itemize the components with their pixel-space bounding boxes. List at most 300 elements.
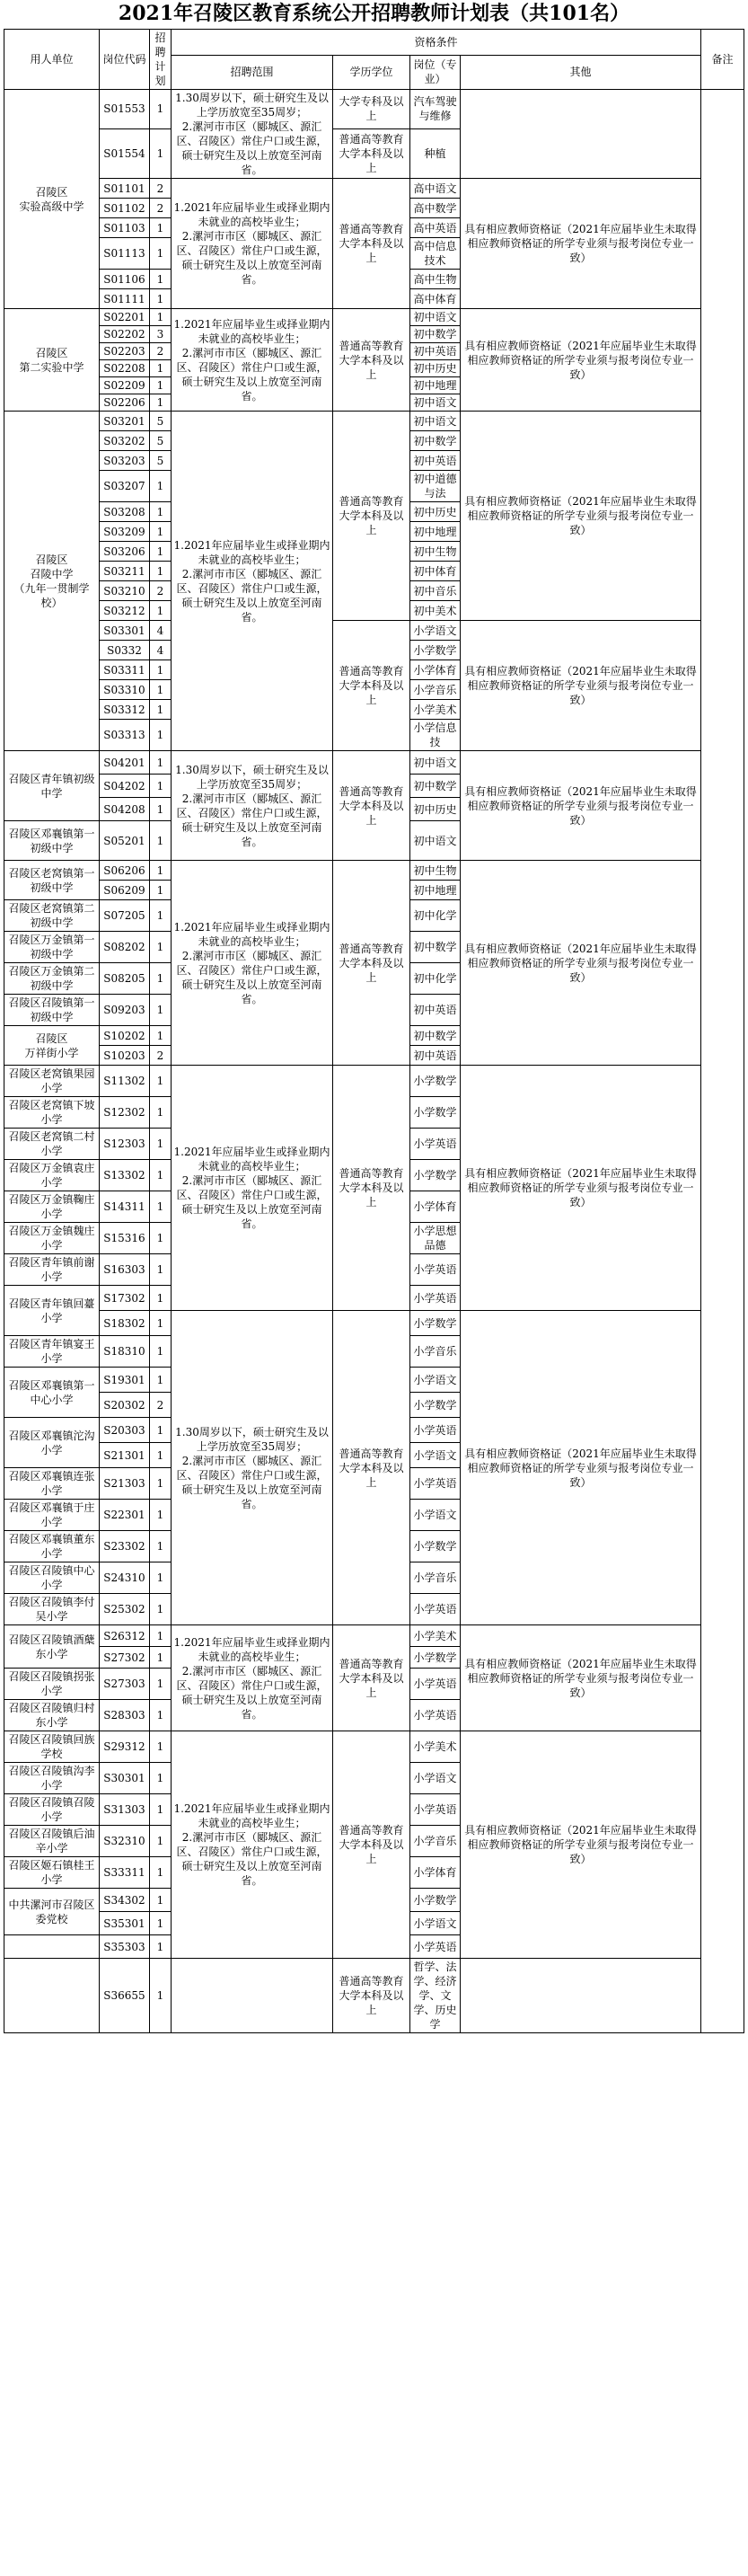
header-row	[4, 30, 744, 56]
count-cell: 1	[150, 1826, 172, 1857]
major-cell: 初中数学	[410, 326, 461, 343]
major-cell: 小学英语	[410, 1129, 461, 1160]
count-cell: 1	[150, 128, 172, 178]
count-cell: 2	[150, 179, 172, 199]
code-cell: S26312	[100, 1625, 150, 1647]
major-cell: 小学数学	[410, 1311, 461, 1336]
major-cell: 初中英语	[410, 995, 461, 1026]
count-cell: 1	[150, 238, 172, 270]
count-cell: 1	[150, 798, 172, 821]
table-row	[4, 1625, 744, 1647]
education-cell: 普通高等教育大学本科及以上	[333, 621, 410, 751]
code-cell: S20303	[100, 1418, 150, 1443]
header-education: 学历学位	[333, 55, 410, 89]
count-cell: 1	[150, 309, 172, 326]
unit-cell: 召陵区青年镇前谢小学	[4, 1254, 100, 1286]
code-cell: S03203	[100, 451, 150, 471]
table-row	[4, 1066, 744, 1097]
count-cell: 1	[150, 1594, 172, 1625]
code-cell: S03201	[100, 412, 150, 431]
count-cell: 1	[150, 502, 172, 522]
count-cell: 1	[150, 1857, 172, 1889]
table-row	[4, 412, 744, 431]
major-cell: 小学英语	[410, 1700, 461, 1731]
code-cell: S01102	[100, 199, 150, 218]
major-cell: 初中历史	[410, 798, 461, 821]
education-cell: 大学专科及以上	[333, 90, 410, 129]
unit-cell	[4, 1959, 100, 2033]
major-cell: 高中英语	[410, 218, 461, 238]
major-cell: 小学音乐	[410, 1336, 461, 1368]
count-cell: 1	[150, 1066, 172, 1097]
scope-cell: 1.2021年应届毕业生或择业期内未就业的高校毕业生； 2.漯河市市区（郾城区、源汇区、召陵区）常住户口或生源，硕士研究生及以上放宽至河南省。	[172, 1066, 333, 1311]
code-cell: S02203	[100, 343, 150, 360]
unit-cell: 召陵区召陵镇李付吴小学	[4, 1594, 100, 1625]
education-cell: 普通高等教育大学本科及以上	[333, 1311, 410, 1625]
code-cell: S03208	[100, 502, 150, 522]
code-cell: S01101	[100, 179, 150, 199]
unit-cell: 召陵区万金镇袁庄小学	[4, 1160, 100, 1191]
scope-cell: 1.2021年应届毕业生或择业期内未就业的高校毕业生； 2.漯河市市区（郾城区、源汇区、召陵区）常住户口或生源，硕士研究生及以上放宽至河南省。	[172, 179, 333, 309]
table-row	[4, 1959, 744, 2033]
major-cell: 初中数学	[410, 431, 461, 451]
unit-cell: 召陵区召陵镇酒蘖东小学	[4, 1625, 100, 1669]
code-cell: S02202	[100, 326, 150, 343]
count-cell: 1	[150, 542, 172, 562]
unit-cell: 召陵区召陵镇后油辛小学	[4, 1826, 100, 1857]
code-cell: S02209	[100, 377, 150, 394]
header-remark: 备注	[701, 30, 744, 90]
major-cell: 小学语文	[410, 1912, 461, 1935]
major-cell: 小学数学	[410, 1889, 461, 1912]
major-cell: 汽车驾驶与维修	[410, 90, 461, 129]
code-cell: S03301	[100, 621, 150, 641]
unit-cell: 召陵区召陵镇中心小学	[4, 1562, 100, 1594]
unit-cell: 召陵区邓襄镇董东小学	[4, 1531, 100, 1562]
scope-cell	[172, 1959, 333, 2033]
code-cell: S01111	[100, 289, 150, 309]
count-cell: 1	[150, 963, 172, 995]
other-cell	[461, 90, 701, 179]
unit-cell: 召陵区 万祥街小学	[4, 1026, 100, 1066]
count-cell: 1	[150, 700, 172, 720]
code-cell: S12302	[100, 1097, 150, 1129]
count-cell: 1	[150, 1700, 172, 1731]
major-cell: 小学数学	[410, 1097, 461, 1129]
code-cell: S08202	[100, 932, 150, 963]
count-cell: 1	[150, 1669, 172, 1700]
code-cell: S34302	[100, 1889, 150, 1912]
count-cell: 1	[150, 1129, 172, 1160]
count-cell: 1	[150, 900, 172, 932]
count-cell: 5	[150, 451, 172, 471]
code-cell: S25302	[100, 1594, 150, 1625]
scope-cell: 1.30周岁以下，硕士研究生及以上学历放宽至35周岁； 2.漯河市市区（郾城区、源汇区、召陵区）常住户口或生源，硕士研究生及以上放宽至河南省。	[172, 90, 333, 179]
code-cell: S15316	[100, 1223, 150, 1254]
major-cell: 初中体育	[410, 562, 461, 581]
other-cell: 具有相应教师资格证（2021年应届毕业生未取得相应教师资格证的所学专业须与报考岗位专业一致）	[461, 309, 701, 412]
count-cell: 3	[150, 326, 172, 343]
other-cell: 具有相应教师资格证（2021年应届毕业生未取得相应教师资格证的所学专业须与报考岗位专业一致）	[461, 1731, 701, 1959]
major-cell: 初中英语	[410, 451, 461, 471]
unit-cell: 召陵区召陵镇第一初级中学	[4, 995, 100, 1026]
unit-cell: 中共漯河市召陵区委党校	[4, 1889, 100, 1935]
unit-cell	[4, 1935, 100, 1959]
code-cell: S03310	[100, 680, 150, 700]
major-cell: 小学英语	[410, 1935, 461, 1959]
major-cell: 初中生物	[410, 861, 461, 881]
count-cell: 1	[150, 1311, 172, 1336]
other-cell: 具有相应教师资格证（2021年应届毕业生未取得相应教师资格证的所学专业须与报考岗位专业一致）	[461, 1311, 701, 1625]
major-cell: 初中音乐	[410, 581, 461, 601]
unit-cell: 召陵区邓襄镇第一初级中学	[4, 821, 100, 861]
major-cell: 初中道德与法	[410, 471, 461, 502]
count-cell: 1	[150, 1097, 172, 1129]
count-cell: 1	[150, 1468, 172, 1500]
unit-cell: 召陵区老窝镇第二初级中学	[4, 900, 100, 932]
table-body	[4, 30, 744, 2033]
major-cell: 小学语文	[410, 621, 461, 641]
code-cell: S01554	[100, 128, 150, 178]
code-cell: S33311	[100, 1857, 150, 1889]
count-cell: 1	[150, 360, 172, 377]
code-cell: S06209	[100, 881, 150, 900]
code-cell: S36655	[100, 1959, 150, 2033]
unit-cell: 召陵区召陵镇召陵小学	[4, 1794, 100, 1826]
unit-cell: 召陵区老窝镇第一初级中学	[4, 861, 100, 900]
education-cell: 普通高等教育大学本科及以上	[333, 128, 410, 178]
table-row	[4, 1311, 744, 1336]
code-cell: S20302	[100, 1393, 150, 1418]
major-cell: 小学英语	[410, 1418, 461, 1443]
count-cell: 1	[150, 1959, 172, 2033]
count-cell: 1	[150, 1500, 172, 1531]
count-cell: 1	[150, 522, 172, 542]
code-cell: S04202	[100, 775, 150, 798]
header-count: 招聘计划	[150, 30, 172, 90]
count-cell: 1	[150, 1191, 172, 1223]
education-cell: 普通高等教育大学本科及以上	[333, 1625, 410, 1731]
major-cell: 初中数学	[410, 1026, 461, 1046]
major-cell: 小学音乐	[410, 680, 461, 700]
code-cell: S01553	[100, 90, 150, 129]
count-cell: 1	[150, 270, 172, 289]
unit-cell: 召陵区邓襄镇沱沟小学	[4, 1418, 100, 1468]
count-cell: 1	[150, 1418, 172, 1443]
major-cell: 小学体育	[410, 1191, 461, 1223]
code-cell: S01113	[100, 238, 150, 270]
count-cell: 1	[150, 995, 172, 1026]
remark-cell	[701, 90, 744, 2033]
count-cell: 1	[150, 562, 172, 581]
major-cell: 小学美术	[410, 1731, 461, 1763]
code-cell: S19301	[100, 1368, 150, 1393]
major-cell: 小学语文	[410, 1500, 461, 1531]
unit-cell: 召陵区老窝镇果园小学	[4, 1066, 100, 1097]
code-cell: S02201	[100, 309, 150, 326]
other-cell	[461, 1959, 701, 2033]
major-cell: 小学美术	[410, 1625, 461, 1647]
unit-cell: 召陵区万金镇第一初级中学	[4, 932, 100, 963]
major-cell: 初中化学	[410, 900, 461, 932]
unit-cell: 召陵区召陵镇归村东小学	[4, 1700, 100, 1731]
code-cell: S27303	[100, 1669, 150, 1700]
unit-cell: 召陵区姬石镇桂王小学	[4, 1857, 100, 1889]
major-cell: 小学语文	[410, 1443, 461, 1468]
count-cell: 1	[150, 289, 172, 309]
count-cell: 1	[150, 1625, 172, 1647]
education-cell: 普通高等教育大学本科及以上	[333, 1959, 410, 2033]
count-cell: 5	[150, 412, 172, 431]
code-cell: S04201	[100, 751, 150, 775]
count-cell: 1	[150, 601, 172, 621]
unit-cell: 召陵区老窝镇二村小学	[4, 1129, 100, 1160]
major-cell: 小学思想品德	[410, 1223, 461, 1254]
recruitment-table	[4, 29, 744, 2033]
code-cell: S12303	[100, 1129, 150, 1160]
count-cell: 1	[150, 1254, 172, 1286]
count-cell: 1	[150, 394, 172, 412]
code-cell: S21301	[100, 1443, 150, 1468]
education-cell: 普通高等教育大学本科及以上	[333, 1066, 410, 1311]
count-cell: 2	[150, 581, 172, 601]
major-cell: 初中语文	[410, 394, 461, 412]
other-cell: 具有相应教师资格证（2021年应届毕业生未取得相应教师资格证的所学专业须与报考岗位专业一致）	[461, 179, 701, 309]
header-scope: 招聘范围	[172, 55, 333, 89]
count-cell: 1	[150, 932, 172, 963]
count-cell: 1	[150, 720, 172, 751]
code-cell: S05201	[100, 821, 150, 861]
count-cell: 1	[150, 1935, 172, 1959]
unit-cell: 召陵区万金镇魏庄小学	[4, 1223, 100, 1254]
count-cell: 1	[150, 1731, 172, 1763]
major-cell: 初中语文	[410, 751, 461, 775]
code-cell: S17302	[100, 1286, 150, 1311]
major-cell: 小学信息技	[410, 720, 461, 751]
major-cell: 哲学、法学、经济学、文学、历史学	[410, 1959, 461, 2033]
count-cell: 1	[150, 1223, 172, 1254]
major-cell: 小学英语	[410, 1794, 461, 1826]
code-cell: S35301	[100, 1912, 150, 1935]
major-cell: 小学英语	[410, 1286, 461, 1311]
code-cell: S03206	[100, 542, 150, 562]
major-cell: 小学美术	[410, 700, 461, 720]
count-cell: 1	[150, 1026, 172, 1046]
major-cell: 小学体育	[410, 660, 461, 680]
table-row	[4, 751, 744, 775]
major-cell: 初中地理	[410, 881, 461, 900]
major-cell: 初中英语	[410, 343, 461, 360]
other-cell: 具有相应教师资格证（2021年应届毕业生未取得相应教师资格证的所学专业须与报考岗位专业一致）	[461, 412, 701, 621]
major-cell: 初中历史	[410, 502, 461, 522]
other-cell: 具有相应教师资格证（2021年应届毕业生未取得相应教师资格证的所学专业须与报考岗位专业一致）	[461, 621, 701, 751]
code-cell: S13302	[100, 1160, 150, 1191]
major-cell: 小学数学	[410, 1160, 461, 1191]
unit-cell: 召陵区 第二实验中学	[4, 309, 100, 412]
scope-cell: 1.2021年应届毕业生或择业期内未就业的高校毕业生； 2.漯河市市区（郾城区、源汇区、召陵区）常住户口或生源，硕士研究生及以上放宽至河南省。	[172, 412, 333, 751]
count-cell: 1	[150, 218, 172, 238]
unit-cell: 召陵区 召陵中学 （九年一贯制学校）	[4, 412, 100, 751]
major-cell: 小学英语	[410, 1254, 461, 1286]
code-cell: S03312	[100, 700, 150, 720]
education-cell: 普通高等教育大学本科及以上	[333, 751, 410, 861]
code-cell: S03202	[100, 431, 150, 451]
scope-cell: 1.2021年应届毕业生或择业期内未就业的高校毕业生； 2.漯河市市区（郾城区、源汇区、召陵区）常住户口或生源，硕士研究生及以上放宽至河南省。	[172, 1731, 333, 1959]
code-cell: S03313	[100, 720, 150, 751]
header-code: 岗位代码	[100, 30, 150, 90]
header-unit: 用人单位	[4, 30, 100, 90]
major-cell: 小学数学	[410, 1531, 461, 1562]
table-row	[4, 1731, 744, 1763]
unit-cell: 召陵区青年镇宴王小学	[4, 1336, 100, 1368]
count-cell: 1	[150, 377, 172, 394]
code-cell: S29312	[100, 1731, 150, 1763]
count-cell: 2	[150, 343, 172, 360]
major-cell: 小学英语	[410, 1669, 461, 1700]
major-cell: 初中数学	[410, 932, 461, 963]
code-cell: S07205	[100, 900, 150, 932]
count-cell: 1	[150, 1647, 172, 1669]
unit-cell: 召陵区老窝镇下坡小学	[4, 1097, 100, 1129]
major-cell: 小学英语	[410, 1594, 461, 1625]
scope-cell: 1.2021年应届毕业生或择业期内未就业的高校毕业生； 2.漯河市市区（郾城区、源汇区、召陵区）常住户口或生源，硕士研究生及以上放宽至河南省。	[172, 861, 333, 1066]
header-major: 岗位（专业）	[410, 55, 461, 89]
code-cell: S16303	[100, 1254, 150, 1286]
code-cell: S23302	[100, 1531, 150, 1562]
count-cell: 2	[150, 199, 172, 218]
education-cell: 普通高等教育大学本科及以上	[333, 179, 410, 309]
count-cell: 4	[150, 641, 172, 660]
major-cell: 高中体育	[410, 289, 461, 309]
code-cell: S01106	[100, 270, 150, 289]
unit-cell: 召陵区邓襄镇连张小学	[4, 1468, 100, 1500]
major-cell: 高中数学	[410, 199, 461, 218]
code-cell: S30301	[100, 1763, 150, 1794]
count-cell: 2	[150, 1046, 172, 1066]
code-cell: S03212	[100, 601, 150, 621]
count-cell: 1	[150, 861, 172, 881]
code-cell: S01103	[100, 218, 150, 238]
major-cell: 初中美术	[410, 601, 461, 621]
count-cell: 1	[150, 1763, 172, 1794]
unit-cell: 召陵区召陵镇拐张小学	[4, 1669, 100, 1700]
count-cell: 5	[150, 431, 172, 451]
major-cell: 高中信息技术	[410, 238, 461, 270]
count-cell: 1	[150, 471, 172, 502]
count-cell: 1	[150, 751, 172, 775]
major-cell: 初中语文	[410, 309, 461, 326]
code-cell: S09203	[100, 995, 150, 1026]
code-cell: S22301	[100, 1500, 150, 1531]
major-cell: 小学数学	[410, 1647, 461, 1669]
header-other: 其他	[461, 55, 701, 89]
count-cell: 1	[150, 1160, 172, 1191]
count-cell: 4	[150, 621, 172, 641]
code-cell: S21303	[100, 1468, 150, 1500]
count-cell: 1	[150, 660, 172, 680]
major-cell: 初中数学	[410, 775, 461, 798]
major-cell: 初中化学	[410, 963, 461, 995]
code-cell: S32310	[100, 1826, 150, 1857]
major-cell: 初中语文	[410, 412, 461, 431]
code-cell: S35303	[100, 1935, 150, 1959]
code-cell: S14311	[100, 1191, 150, 1223]
unit-cell: 召陵区召陵镇沟李小学	[4, 1763, 100, 1794]
code-cell: S03207	[100, 471, 150, 502]
header-conditions: 资格条件	[172, 30, 701, 56]
unit-cell: 召陵区邓襄镇第一中心小学	[4, 1368, 100, 1418]
code-cell: S03210	[100, 581, 150, 601]
count-cell: 1	[150, 1443, 172, 1468]
scope-cell: 1.2021年应届毕业生或择业期内未就业的高校毕业生； 2.漯河市市区（郾城区、源汇区、召陵区）常住户口或生源，硕士研究生及以上放宽至河南省。	[172, 309, 333, 412]
count-cell: 1	[150, 881, 172, 900]
table-row	[4, 309, 744, 326]
code-cell: S11302	[100, 1066, 150, 1097]
unit-cell: 召陵区青年镇回薹小学	[4, 1286, 100, 1336]
count-cell: 1	[150, 1531, 172, 1562]
code-cell: S10202	[100, 1026, 150, 1046]
count-cell: 1	[150, 821, 172, 861]
unit-cell: 召陵区 实验高级中学	[4, 90, 100, 309]
other-cell: 具有相应教师资格证（2021年应届毕业生未取得相应教师资格证的所学专业须与报考岗位专业一致）	[461, 1625, 701, 1731]
education-cell: 普通高等教育大学本科及以上	[333, 412, 410, 621]
code-cell: S18310	[100, 1336, 150, 1368]
code-cell: S02206	[100, 394, 150, 412]
table-row	[4, 90, 744, 129]
major-cell: 初中地理	[410, 377, 461, 394]
code-cell: S03311	[100, 660, 150, 680]
count-cell: 1	[150, 90, 172, 129]
count-cell: 1	[150, 1336, 172, 1368]
major-cell: 小学语文	[410, 1368, 461, 1393]
count-cell: 1	[150, 1368, 172, 1393]
major-cell: 初中英语	[410, 1046, 461, 1066]
page-title: 2021年召陵区教育系统公开招聘教师计划表（共101名）	[118, 2, 630, 25]
code-cell: S18302	[100, 1311, 150, 1336]
other-cell: 具有相应教师资格证（2021年应届毕业生未取得相应教师资格证的所学专业须与报考岗位专业一致）	[461, 751, 701, 861]
major-cell: 小学数学	[410, 1066, 461, 1097]
count-cell: 1	[150, 775, 172, 798]
unit-cell: 召陵区召陵镇回族学校	[4, 1731, 100, 1763]
scope-cell: 1.2021年应届毕业生或择业期内未就业的高校毕业生； 2.漯河市市区（郾城区、源汇区、召陵区）常住户口或生源，硕士研究生及以上放宽至河南省。	[172, 1625, 333, 1731]
code-cell: S03209	[100, 522, 150, 542]
major-cell: 小学音乐	[410, 1562, 461, 1594]
major-cell: 小学数学	[410, 641, 461, 660]
major-cell: 初中生物	[410, 542, 461, 562]
major-cell: 初中地理	[410, 522, 461, 542]
code-cell: S10203	[100, 1046, 150, 1066]
education-cell: 普通高等教育大学本科及以上	[333, 309, 410, 412]
count-cell: 2	[150, 1393, 172, 1418]
code-cell: S27302	[100, 1647, 150, 1669]
code-cell: S24310	[100, 1562, 150, 1594]
major-cell: 小学英语	[410, 1468, 461, 1500]
count-cell: 1	[150, 680, 172, 700]
major-cell: 小学数学	[410, 1393, 461, 1418]
major-cell: 高中生物	[410, 270, 461, 289]
code-cell: S04208	[100, 798, 150, 821]
major-cell: 小学语文	[410, 1763, 461, 1794]
unit-cell: 召陵区邓襄镇于庄小学	[4, 1500, 100, 1531]
major-cell: 小学音乐	[410, 1826, 461, 1857]
major-cell: 小学体育	[410, 1857, 461, 1889]
unit-cell: 召陵区万金镇鞠庄小学	[4, 1191, 100, 1223]
count-cell: 1	[150, 1286, 172, 1311]
table-row	[4, 861, 744, 881]
code-cell: S08205	[100, 963, 150, 995]
scope-cell: 1.30周岁以下，硕士研究生及以上学历放宽至35周岁； 2.漯河市市区（郾城区、源汇区、召陵区）常住户口或生源，硕士研究生及以上放宽至河南省。	[172, 751, 333, 861]
major-cell: 初中历史	[410, 360, 461, 377]
